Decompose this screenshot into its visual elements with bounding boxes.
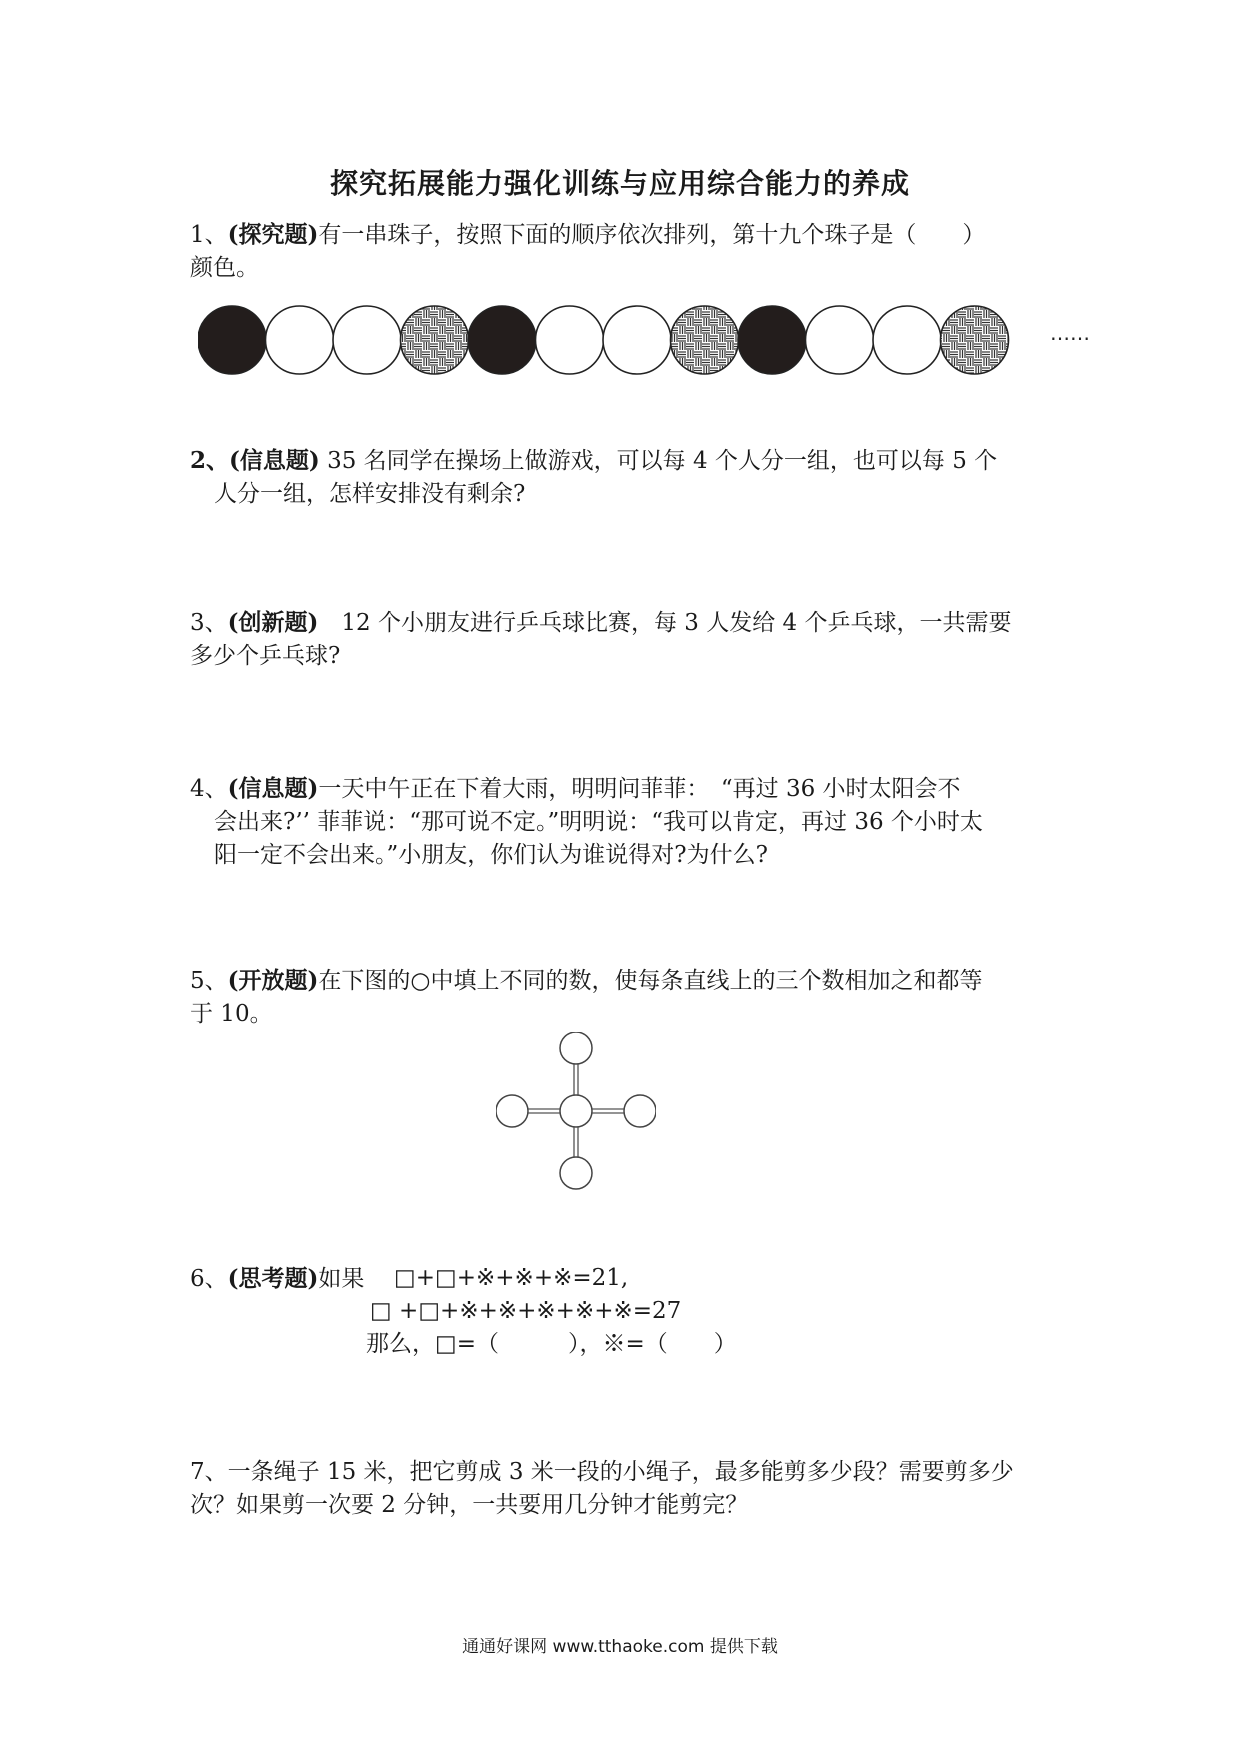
question-6-number: 6、 <box>190 1266 228 1292</box>
question-2-text-1: 35 名同学在操场上做游戏，可以每 4 个人分一组，也可以每 5 个 <box>319 448 998 474</box>
blank-circle-center[interactable] <box>560 1095 592 1127</box>
question-1 <box>190 218 1060 285</box>
question-5 <box>190 964 1060 1031</box>
footer-source: 通通好课网 www.tthaoke.com 提供下载 <box>462 1637 778 1657</box>
question-1-text-1: 有一串珠子，按照下面的顺序依次排列，第十九个珠子是（ ） <box>318 222 986 248</box>
question-4-text-1: 一天中午正在下着大雨，明明问菲菲： “再过 36 小时太阳会不 <box>318 776 961 802</box>
question-5-line-1 <box>190 964 1060 998</box>
question-4-number: 4、 <box>190 776 228 802</box>
question-5-tag: (开放题) <box>227 967 319 994</box>
question-5-number: 5、 <box>190 968 228 994</box>
bead-white-2 <box>266 306 334 374</box>
blank-circle-right[interactable] <box>624 1095 656 1127</box>
question-5-text-1: 在下图的○中填上不同的数，使每条直线上的三个数相加之和都等 <box>318 968 983 994</box>
question-2-line-1 <box>190 444 1060 478</box>
question-3-line-1 <box>190 606 1060 640</box>
answer-blanks: 那么，□=（ ），※=（ ） <box>366 1331 737 1357</box>
bead-pattern-12 <box>941 306 1009 374</box>
bead-pattern-4 <box>401 306 469 374</box>
question-6-prefix: 如果 <box>318 1266 365 1292</box>
question-4 <box>190 772 1060 872</box>
bead-black-1 <box>198 306 266 374</box>
blank-circle-left[interactable] <box>496 1095 528 1127</box>
blank-circle-top[interactable] <box>560 1032 592 1064</box>
question-1-line-1 <box>190 218 1060 252</box>
equation-2: □ +□+※+※+※+※+※=27 <box>370 1298 682 1324</box>
bead-white-10 <box>806 306 874 374</box>
question-7 <box>190 1456 1060 1522</box>
question-2-tag: (信息题) <box>229 447 320 474</box>
cross-circle-diagram <box>496 1032 656 1190</box>
question-3 <box>190 606 1060 673</box>
question-7-text-1: 7、一条绳子 15 米，把它剪成 3 米一段的小绳子，最多能剪多少段？需要剪多少 <box>190 1459 1014 1485</box>
question-1-number: 1、 <box>190 222 228 248</box>
question-3-text-2: 多少个乒乓球? <box>190 643 341 669</box>
question-5-text-2: 于 10。 <box>190 1001 273 1027</box>
question-4-text-3: 阳一定不会出来。”小朋友，你们认为谁说得对?为什么? <box>214 842 768 868</box>
bead-white-7 <box>603 306 671 374</box>
question-3-text-1: 12 个小朋友进行乒乓球比赛，每 3 人发给 4 个乒乓球，一共需要 <box>318 610 1012 636</box>
bead-black-9 <box>738 306 806 374</box>
question-2 <box>190 444 1060 511</box>
bead-white-6 <box>536 306 604 374</box>
question-3-tag: (创新题) <box>227 609 319 636</box>
question-4-line-1 <box>190 772 1060 806</box>
blank-circle-bottom[interactable] <box>560 1157 592 1189</box>
bead-pattern-8 <box>671 306 739 374</box>
question-4-text-2: 会出来?’’ 菲菲说：“那可说不定。”明明说：“我可以肯定，再过 36 个小时太 <box>214 809 983 835</box>
bead-ellipsis: …… <box>1050 321 1090 345</box>
bead-white-11 <box>873 306 941 374</box>
question-2-number: 2、 <box>190 447 230 474</box>
question-7-text-2: 次？如果剪一次要 2 分钟，一共要用几分钟才能剪完？ <box>190 1492 749 1518</box>
bead-white-3 <box>333 306 401 374</box>
question-3-number: 3、 <box>190 610 228 636</box>
question-4-tag: (信息题) <box>227 775 319 802</box>
question-6-tag: (思考题) <box>227 1265 319 1292</box>
question-6-line-1 <box>190 1262 364 1296</box>
bead-sequence-figure <box>198 302 1104 378</box>
bead-black-5 <box>468 306 536 374</box>
page-title: 探究拓展能力强化训练与应用综合能力的养成 <box>329 167 910 200</box>
question-2-text-2: 人分一组，怎样安排没有剩余? <box>214 481 526 507</box>
question-1-tag: (探究题) <box>227 221 319 248</box>
question-1-text-2: 颜色。 <box>190 255 259 281</box>
equation-1: □+□+※+※+※=21, <box>394 1265 629 1291</box>
